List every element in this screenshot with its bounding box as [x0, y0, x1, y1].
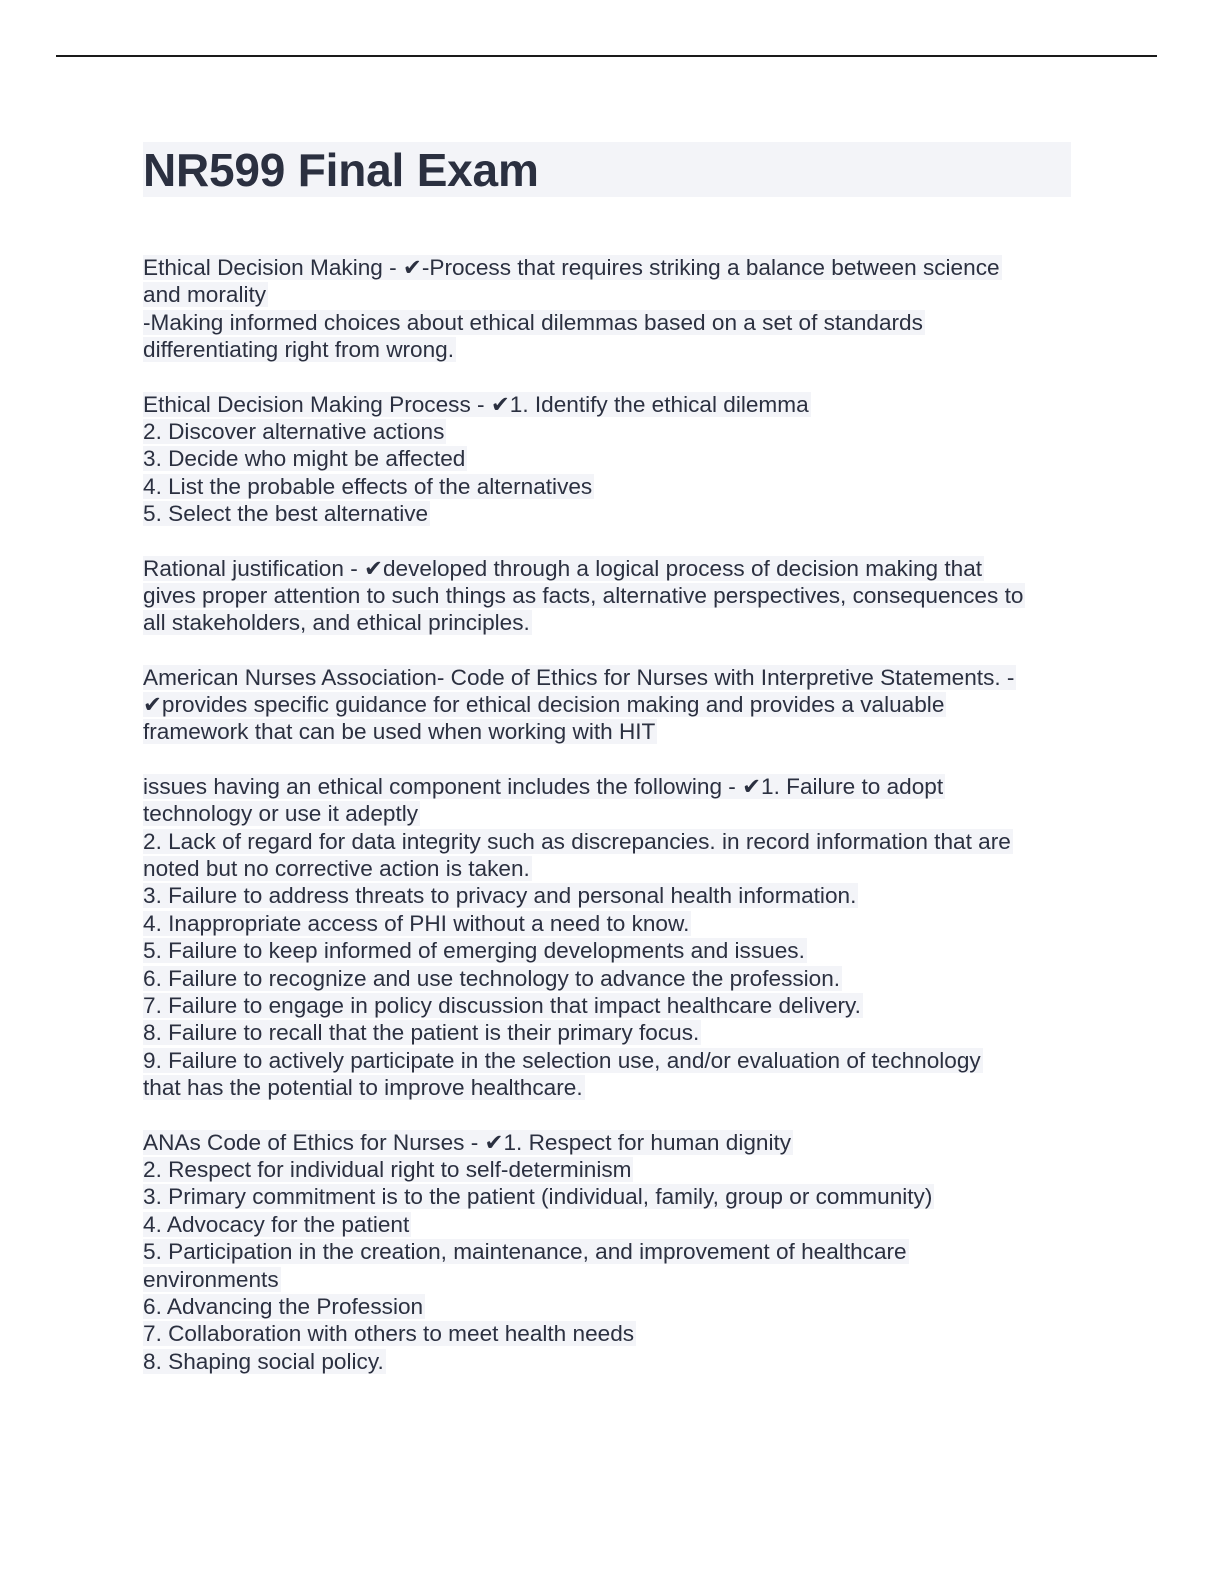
entry-line-text: noted but no corrective action is taken.	[143, 856, 530, 882]
flashcard-entry	[143, 391, 1073, 528]
flashcard-entry	[143, 1129, 1073, 1376]
entry-line	[143, 473, 1073, 500]
entry-line-text: environments	[143, 1266, 279, 1292]
entry-line-text: all stakeholders, and ethical principles.	[143, 610, 530, 636]
entry-line-text: 4. Inappropriate access of PHI without a need to know.	[143, 910, 690, 936]
entry-line	[143, 1211, 1073, 1238]
flashcard-entry	[143, 254, 1073, 364]
entry-line	[143, 582, 1073, 609]
entry-line-text: 6. Failure to recognize and use technology to advance the profession.	[143, 965, 841, 991]
entry-line-text: 2. Discover alternative actions	[143, 418, 445, 444]
entry-line-text: 7. Failure to engage in policy discussion that impact healthcare delivery.	[143, 992, 861, 1018]
entry-line	[143, 445, 1073, 472]
document-body	[143, 142, 1073, 1402]
entry-line-text: 2. Respect for individual right to self-determinism	[143, 1156, 632, 1182]
entry-line-text: and morality	[143, 282, 267, 308]
page-title: NR599 Final Exam	[143, 144, 539, 196]
entry-line	[143, 882, 1073, 909]
entry-line	[143, 1348, 1073, 1375]
entry-line	[143, 664, 1073, 691]
entry-line	[143, 965, 1073, 992]
entry-line	[143, 281, 1073, 308]
entry-line	[143, 691, 1073, 718]
entry-line	[143, 336, 1073, 363]
entry-line	[143, 992, 1073, 1019]
entry-line-text: 7. Collaboration with others to meet health needs	[143, 1321, 635, 1347]
entry-line	[143, 828, 1073, 855]
entry-line-text: 4. Advocacy for the patient	[143, 1211, 410, 1237]
entry-line-text: 8. Shaping social policy.	[143, 1348, 384, 1374]
entry-line-text: 8. Failure to recall that the patient is their primary focus.	[143, 1020, 700, 1046]
entry-line	[143, 800, 1073, 827]
entry-line	[143, 1266, 1073, 1293]
flashcard-list	[143, 254, 1073, 1375]
entry-line-text: 3. Decide who might be affected	[143, 446, 466, 472]
entry-line-text: framework that can be used when working with HIT	[143, 719, 656, 745]
entry-line-text: differentiating right from wrong.	[143, 337, 455, 363]
entry-line-text: that has the potential to improve healthcare.	[143, 1075, 583, 1101]
entry-line-text: 5. Failure to keep informed of emerging developments and issues.	[143, 938, 805, 964]
entry-line-text: 9. Failure to actively participate in the selection use, and/or evaluation of technology	[143, 1047, 981, 1073]
entry-line	[143, 500, 1073, 527]
entry-line	[143, 1047, 1073, 1074]
entry-line	[143, 1293, 1073, 1320]
entry-line	[143, 937, 1073, 964]
entry-line	[143, 1238, 1073, 1265]
entry-line-text: issues having an ethical component includes the following - ✔1. Failure to adopt	[143, 773, 944, 799]
entry-line-text: ✔provides specific guidance for ethical decision making and provides a valuable	[143, 692, 945, 718]
flashcard-entry	[143, 664, 1073, 746]
entry-line-text: gives proper attention to such things as facts, alternative perspectives, consequences to	[143, 582, 1024, 608]
entry-line-text: 6. Advancing the Profession	[143, 1293, 424, 1319]
entry-line	[143, 418, 1073, 445]
entry-line-text: 4. List the probable effects of the alternatives	[143, 473, 593, 499]
entry-line-text: Ethical Decision Making - ✔-Process that requires striking a balance between science	[143, 255, 1000, 280]
entry-line	[143, 254, 1073, 281]
entry-line	[143, 391, 1073, 418]
entry-line-text: ANAs Code of Ethics for Nurses - ✔1. Respect for human dignity	[143, 1129, 792, 1155]
entry-line	[143, 1156, 1073, 1183]
entry-line	[143, 1019, 1073, 1046]
entry-line	[143, 773, 1073, 800]
entry-line	[143, 555, 1073, 582]
flashcard-entry	[143, 773, 1073, 1102]
entry-line	[143, 855, 1073, 882]
entry-line	[143, 609, 1073, 636]
entry-line-text: 2. Lack of regard for data integrity such as discrepancies. in record information that are	[143, 828, 1011, 854]
flashcard-entry	[143, 555, 1073, 637]
entry-line-text: Ethical Decision Making Process - ✔1. Identify the ethical dilemma	[143, 391, 809, 417]
title-block	[143, 142, 1071, 197]
entry-line-text: -Making informed choices about ethical dilemmas based on a set of standards	[143, 309, 923, 335]
entry-line	[143, 309, 1073, 336]
entry-line-text: American Nurses Association- Code of Ethics for Nurses with Interpretive Statements. -	[143, 664, 1015, 690]
entry-line	[143, 1320, 1073, 1347]
entry-line-text: 3. Primary commitment is to the patient (individual, family, group or community)	[143, 1184, 933, 1210]
entry-line-text: 5. Participation in the creation, maintenance, and improvement of healthcare	[143, 1239, 907, 1265]
entry-line	[143, 1183, 1073, 1210]
entry-line	[143, 1074, 1073, 1101]
entry-line-text: 3. Failure to address threats to privacy and personal health information.	[143, 883, 857, 909]
entry-line	[143, 1129, 1073, 1156]
entry-line-text: Rational justification - ✔developed through a logical process of decision making that	[143, 555, 983, 581]
entry-line	[143, 718, 1073, 745]
entry-line-text: 5. Select the best alternative	[143, 501, 429, 527]
entry-line	[143, 910, 1073, 937]
top-divider	[56, 55, 1157, 57]
entry-line-text: technology or use it adeptly	[143, 801, 419, 827]
